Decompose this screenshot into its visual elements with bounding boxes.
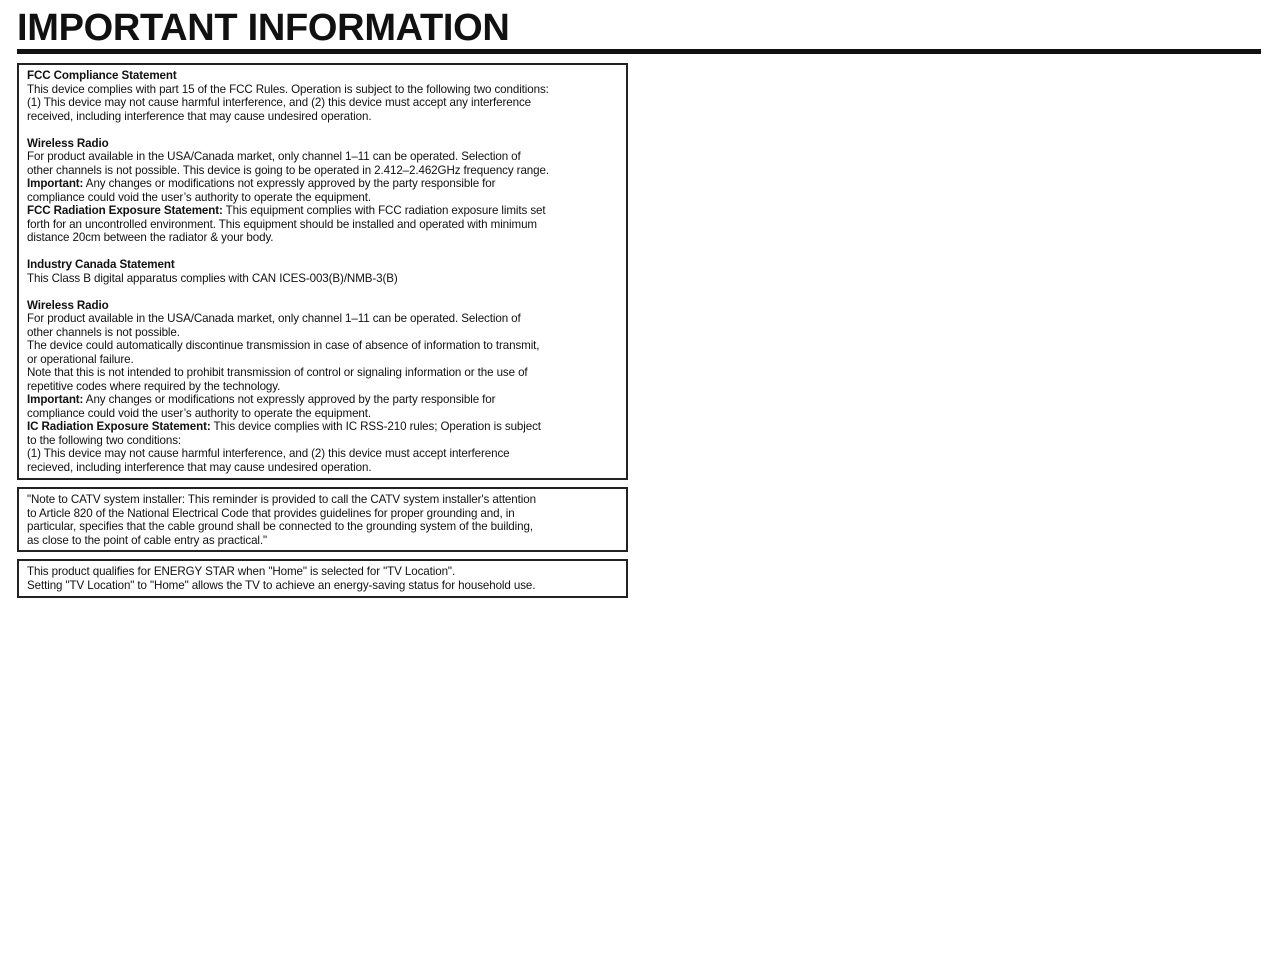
wireless-line: (1) This device may not cause harmful interference, and (2) this device must accept interference (27, 447, 510, 460)
fcc-radiation-label: FCC Radiation Exposure Statement: (27, 204, 223, 217)
wireless-line: For product available in the USA/Canada market, only channel 1–11 can be operated. Selection of (27, 150, 521, 163)
catv-note-box (17, 487, 628, 552)
energy-star-box (17, 559, 628, 598)
wireless-line: compliance could void the user’s authority to operate the equipment. (27, 190, 372, 204)
wireless-line (27, 393, 620, 407)
title-rule (17, 49, 1261, 54)
regulatory-statements-box (17, 63, 628, 480)
catv-note-line: "Note to CATV system installer: This reminder is provided to call the CATV system installer's attention (27, 493, 536, 506)
wireless-text: This device complies with IC RSS-210 rules; Operation is subject (210, 420, 541, 433)
page-title: IMPORTANT INFORMATION (17, 7, 510, 49)
catv-note-line: to Article 820 of the National Electrical Code that provides guidelines for proper grounding and, in (27, 506, 515, 520)
industry-canada-heading: Industry Canada Statement (27, 258, 175, 271)
important-label: Important: (27, 393, 84, 406)
wireless-line (27, 177, 620, 191)
industry-canada-section (27, 258, 620, 285)
wireless-line: compliance could void the user’s authority to operate the equipment. (27, 406, 372, 420)
fcc-compliance-section (27, 69, 620, 123)
catv-note-line: particular, specifies that the cable ground shall be connected to the grounding system of the building, (27, 520, 533, 533)
fcc-line: This device complies with part 15 of the FCC Rules. Operation is subject to the following two conditions: (27, 82, 549, 96)
wireless-line (27, 420, 620, 434)
wireless-line: forth for an uncontrolled environment. This equipment should be installed and operated with minimum (27, 217, 537, 231)
wireless-line: recieved, including interference that may cause undesired operation. (27, 460, 372, 474)
wireless-line: distance 20cm between the radiator & your body. (27, 231, 274, 244)
wireless-line: For product available in the USA/Canada market, only channel 1–11 can be operated. Selection of (27, 312, 521, 325)
energy-star-line: This product qualifies for ENERGY STAR when "Home" is selected for "TV Location". (27, 565, 456, 578)
wireless-text: Any changes or modifications not expressly approved by the party responsible for (83, 177, 496, 190)
wireless-text: This equipment complies with FCC radiation exposure limits set (222, 204, 546, 217)
wireless-radio-canada-section (27, 299, 620, 475)
ic-radiation-label: IC Radiation Exposure Statement: (27, 420, 211, 433)
wireless-radio-heading: Wireless Radio (27, 298, 109, 312)
fcc-line: received, including interference that may cause undesired operation. (27, 109, 372, 123)
wireless-line: repetitive codes where required by the technology. (27, 379, 281, 393)
fcc-compliance-heading: FCC Compliance Statement (27, 69, 177, 82)
energy-star-line: Setting "TV Location" to "Home" allows the TV to achieve an energy-saving status for household use. (27, 578, 536, 592)
wireless-line: or operational failure. (27, 352, 134, 366)
wireless-line (27, 204, 620, 218)
important-label: Important: (27, 177, 84, 190)
fcc-line: (1) This device may not cause harmful interference, and (2) this device must accept any interference (27, 96, 532, 109)
wireless-line: other channels is not possible. This device is going to be operated in 2.412–2.462GHz frequency range. (27, 163, 549, 177)
wireless-text: Any changes or modifications not expressly approved by the party responsible for (83, 393, 496, 406)
catv-note-line: as close to the point of cable entry as practical." (27, 533, 268, 547)
wireless-line: The device could automatically discontinue transmission in case of absence of information to transmit, (27, 339, 540, 352)
wireless-line: to the following two conditions: (27, 433, 182, 447)
industry-canada-line: This Class B digital apparatus complies with CAN ICES-003(B)/NMB-3(B) (27, 271, 398, 285)
wireless-radio-heading: Wireless Radio (27, 136, 109, 150)
wireless-line: other channels is not possible. (27, 325, 180, 339)
wireless-radio-us-section (27, 137, 620, 245)
wireless-line: Note that this is not intended to prohibit transmission of control or signaling information or the use of (27, 366, 528, 379)
